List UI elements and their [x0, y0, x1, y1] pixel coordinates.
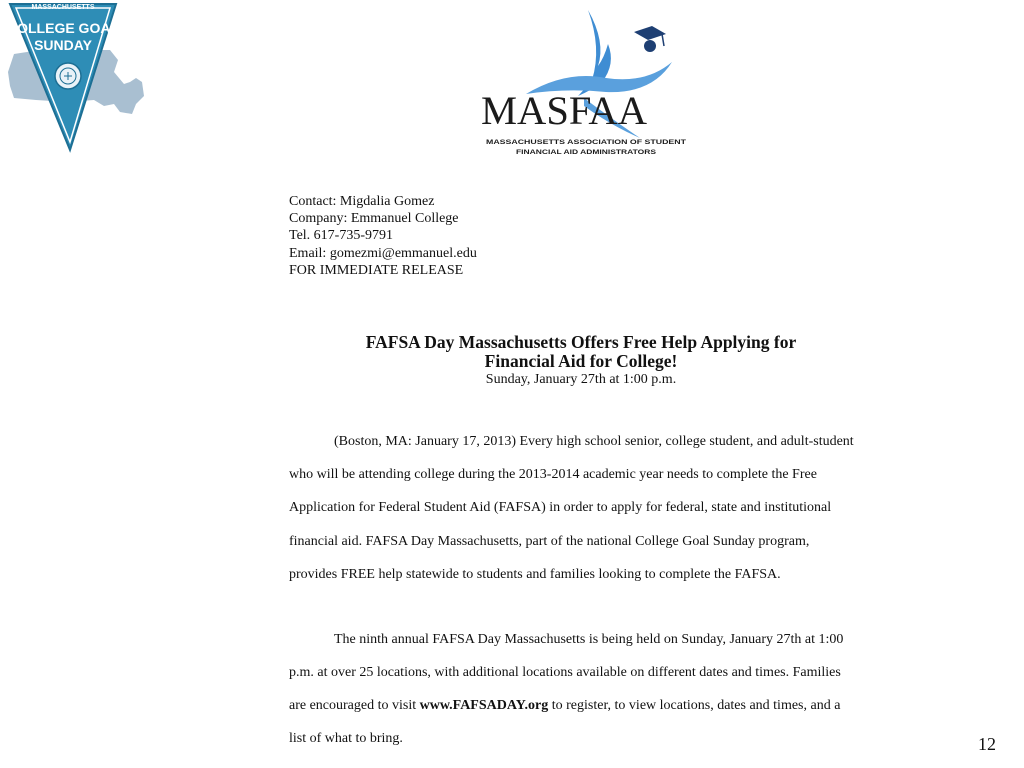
- contact-name: Contact: Migdalia Gomez: [289, 194, 435, 209]
- paragraph2-text: to register, to view locations, dates and times, and a: [548, 698, 841, 713]
- release-note: FOR IMMEDIATE RELEASE: [289, 262, 464, 278]
- paragraph1-line: who will be attending college during the 2013-2014 academic year needs to complete the Free: [289, 467, 817, 482]
- headline-line2: Financial Aid for College!: [484, 351, 678, 371]
- cgs-line2: SUNDAY: [34, 37, 92, 53]
- masfaa-subtitle-line1: Massachusetts Association of Student: [486, 139, 687, 146]
- fafsaday-link[interactable]: www.FAFSADAY.org: [419, 698, 549, 713]
- paragraph1-line: Application for Federal Student Aid (FAFSA) in order to apply for federal, state and institutional: [289, 500, 832, 515]
- headline-line1: FAFSA Day Massachusetts Offers Free Help Applying for: [365, 332, 797, 352]
- paragraph1-line: financial aid. FAFSA Day Massachusetts, part of the national College Goal Sunday program,: [289, 534, 810, 549]
- contact-email: Email: gomezmi@emmanuel.edu: [289, 245, 477, 261]
- contact-company: Company: Emmanuel College: [289, 211, 459, 227]
- college-goal-sunday-logo: [6, 0, 152, 154]
- masfaa-logo: [466, 2, 698, 160]
- page-number: 12: [978, 734, 996, 754]
- paragraph2-text: are encouraged to visit: [289, 698, 420, 713]
- event-date-subhead: Sunday, January 27th at 1:00 p.m.: [485, 372, 677, 387]
- paragraph2-line: The ninth annual FAFSA Day Massachusetts is being held on Sunday, January 27th at 1:00: [334, 632, 844, 647]
- paragraph2-line: [289, 697, 840, 714]
- masfaa-subtitle-line2: Financial Aid Administrators: [516, 149, 657, 156]
- contact-block: [289, 193, 477, 279]
- contact-tel: Tel. 617-735-9791: [289, 228, 394, 244]
- paragraph1-line: (Boston, MA: January 17, 2013) Every high school senior, college student, and adult-student: [334, 434, 854, 449]
- paragraph2-line: list of what to bring.: [289, 731, 403, 746]
- paragraph1-line: provides FREE help statewide to students and families looking to complete the FAFSA.: [289, 567, 781, 582]
- cgs-top-text: MASSACHUSETTS: [31, 4, 95, 11]
- paragraph2-line: p.m. at over 25 locations, with additional locations available on different dates and times. Families: [289, 665, 841, 680]
- cgs-line1: COLLEGE GOAL: [7, 20, 119, 36]
- press-headline: [300, 333, 862, 371]
- masfaa-name: MASFAA: [481, 88, 648, 133]
